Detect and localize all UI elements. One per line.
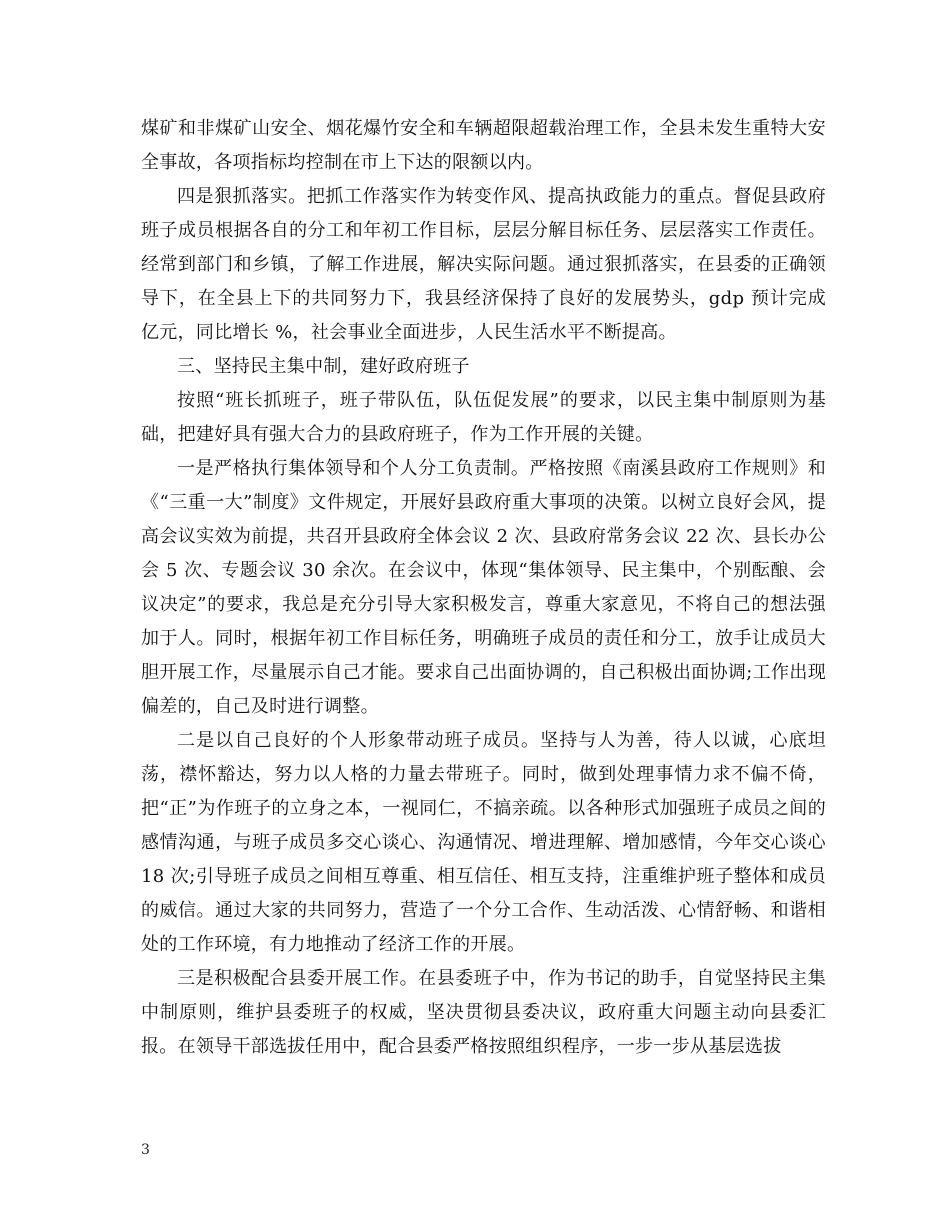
paragraph-implementation: 四是狠抓落实。把抓工作落实作为转变作风、提高执政能力的重点。督促县政府班子成员根据各自的分工和年初工作目标，层层分解目标任务、层层落实工作责任。经常到部门和乡镇，了解工作进展，解决实际问题。通过狠抓落实，在县委的正确领导下，在全县上下的共同努力下，我县经济保持了良好的发展势头，gdp 预计完成 亿元，同比增长 %，社会事业全面进步，人民生活水平不断提高。 <box>141 186 826 343</box>
paragraph-cooperation: 三是积极配合县委开展工作。在县委班子中，作为书记的助手，自觉坚持民主集中制原则，维护县委班子的权威，坚决贯彻县委决议，政府重大问题主动向县委汇报。在领导干部选拔任用中，配合县委严格按照组织程序，一步一步从基层选拔 <box>141 968 826 1057</box>
paragraph-collective-leadership: 一是严格执行集体领导和个人分工负责制。严格按照《南溪县政府工作规则》和《“三重一大”制度》文件规定，开展好县政府重大事项的决策。以树立良好会风，提高会议实效为前提，共召开县政府全体会议 2 次、县政府常务会议 22 次、县长办公会 5 次、专题会议 30 余次。在会议中，体现“集体领导、民主集中，个别酝酿、会议决定”的要求，我总是充分引导大家积极发言，尊重大家意见，不将自己的想法强加于人。同时，根据年初工作目标任务，明确班子成员的责任和分工，放手让成员大胆开展工作，尽量展示自己才能。要求自己出面协调的，自己积极出面协调;工作出现偏差的，自己及时进行调整。 <box>141 458 826 717</box>
page-number: 3 <box>141 1142 150 1158</box>
paragraph-continuation: 煤矿和非煤矿山安全、烟花爆竹安全和车辆超限超载治理工作，全县未发生重特大安全事故，各项指标均控制在市上下达的限额以内。 <box>141 118 826 173</box>
document-body <box>141 112 826 1064</box>
section-heading: 三、坚持民主集中制，建好政府班子 <box>177 356 470 377</box>
paragraph-principle: 按照“班长抓班子，班子带队伍，队伍促发展”的要求，以民主集中制原则为基础，把建好具有强大合力的县政府班子，作为工作开展的关键。 <box>141 390 826 445</box>
paragraph-personal-example: 二是以自己良好的个人形象带动班子成员。坚持与人为善，待人以诚，心底坦荡，襟怀豁达，努力以人格的力量去带班子。同时，做到处理事情力求不偏不倚，把“正”为作班子的立身之本，一视同仁，不搞亲疏。以各种形式加强班子成员之间的感情沟通，与班子成员多交心谈心、沟通情况、增进理解、增加感情，今年交心谈心 18 次;引导班子成员之间相互尊重、相互信任、相互支持，注重维护班子整体和成员的威信。通过大家的共同努力，营造了一个分工合作、生动活泼、心情舒畅、和谐相处的工作环境，有力地推动了经济工作的开展。 <box>141 730 826 955</box>
